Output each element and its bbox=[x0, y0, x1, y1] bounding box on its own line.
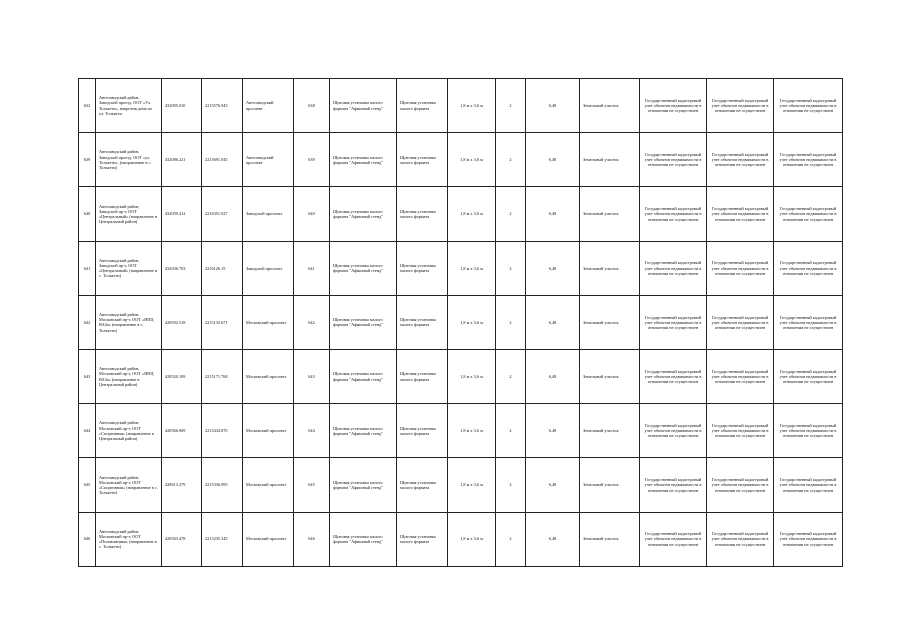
sides-count-cell: 2 bbox=[496, 187, 526, 241]
structure-type-cell: Щитовая установка малого формата "Афишный стенд" bbox=[330, 241, 397, 295]
coordinate-y-cell: 2215336.095 bbox=[202, 458, 243, 512]
ownership-cell: Государственный кадастровый учет объектов недвижимости в отношении не осуществлен bbox=[707, 133, 774, 187]
row-number: 632 bbox=[79, 79, 96, 133]
dimensions-cell: 1,8 м х 3,6 м bbox=[448, 512, 496, 566]
ownership-cell: Государственный кадастровый учет объектов недвижимости в отношении не осуществлен bbox=[640, 241, 707, 295]
ownership-cell: Государственный кадастровый учет объектов недвижимости в отношении не осуществлен bbox=[640, 187, 707, 241]
coordinate-y-cell: 2215171.768 bbox=[202, 349, 243, 403]
placement-number-cell: 646 bbox=[294, 512, 330, 566]
ownership-cell: Государственный кадастровый учет объектов недвижимости в отношении не осуществлен bbox=[707, 512, 774, 566]
placement-number-cell: 638 bbox=[294, 79, 330, 133]
land-type-cell: Земельный участок bbox=[580, 295, 640, 349]
coordinate-x-cell: 428592.518 bbox=[162, 295, 202, 349]
format-cell: Щитовая установка малого формата bbox=[397, 512, 448, 566]
coordinate-x-cell: 428520.109 bbox=[162, 349, 202, 403]
ownership-cell: Государственный кадастровый учет объектов недвижимости в отношении не осуществлен bbox=[640, 404, 707, 458]
coordinate-x-cell: 432086.221 bbox=[162, 133, 202, 187]
structure-type-cell: Щитовая установка малого формата "Афишный стенд" bbox=[330, 512, 397, 566]
table-row bbox=[79, 349, 843, 403]
street-cell: Автозаводский проспект bbox=[243, 133, 294, 187]
coordinate-y-cell: 2215576.945 bbox=[202, 79, 243, 133]
sides-count-cell: 2 bbox=[496, 512, 526, 566]
structure-type-cell: Щитовая установка малого формата "Афишный стенд" bbox=[330, 79, 397, 133]
coordinate-y-cell: 2216351.027 bbox=[202, 187, 243, 241]
ownership-cell: Государственный кадастровый учет объектов недвижимости в отношении не осуществлен bbox=[774, 133, 843, 187]
ownership-cell: Государственный кадастровый учет объектов недвижимости в отношении не осуществлен bbox=[774, 404, 843, 458]
sides-count-cell: 2 bbox=[496, 404, 526, 458]
dimensions-cell: 1,8 м х 3,6 м bbox=[448, 79, 496, 133]
ownership-cell: Государственный кадастровый учет объектов недвижимости в отношении не осуществлен bbox=[707, 187, 774, 241]
sides-count-cell: 2 bbox=[496, 241, 526, 295]
structure-type-cell: Щитовая установка малого формата "Афишный стенд" bbox=[330, 458, 397, 512]
placement-number-cell: 643 bbox=[294, 349, 330, 403]
area-cell: 6,48 bbox=[526, 458, 580, 512]
land-type-cell: Земельный участок bbox=[580, 241, 640, 295]
area-cell: 6,48 bbox=[526, 349, 580, 403]
address-cell: Автозаводский район, Московский пр-т, ООТ «НПЦ ВАЗа» (направление в с. Тольятти) bbox=[96, 295, 162, 349]
dimensions-cell: 1,8 м х 3,6 м bbox=[448, 295, 496, 349]
table-row bbox=[79, 295, 843, 349]
row-number: 639 bbox=[79, 133, 96, 187]
address-cell: Автозаводский район, Московский пр-т, ООТ «Спортивная» (направление в с. Тольятти) bbox=[96, 458, 162, 512]
land-type-cell: Земельный участок bbox=[580, 512, 640, 566]
sides-count-cell: 2 bbox=[496, 133, 526, 187]
table-body bbox=[79, 79, 843, 567]
row-number: 641 bbox=[79, 241, 96, 295]
sides-count-cell: 2 bbox=[496, 458, 526, 512]
ownership-cell: Государственный кадастровый учет объектов недвижимости в отношении не осуществлен bbox=[707, 295, 774, 349]
area-cell: 6,48 bbox=[526, 512, 580, 566]
placement-number-cell: 639 bbox=[294, 133, 330, 187]
format-cell: Щитовая установка малого формата bbox=[397, 295, 448, 349]
registry-table bbox=[78, 78, 843, 567]
format-cell: Щитовая установка малого формата bbox=[397, 404, 448, 458]
area-cell: 6,48 bbox=[526, 295, 580, 349]
table-row bbox=[79, 458, 843, 512]
street-cell: Заводской проспект bbox=[243, 187, 294, 241]
ownership-cell: Государственный кадастровый учет объектов недвижимости в отношении не осуществлен bbox=[774, 295, 843, 349]
street-cell: Московский проспект bbox=[243, 404, 294, 458]
address-cell: Автозаводский район, Московский пр-т, ООТ «Поликлиника» (направление в с. Тольятти) bbox=[96, 512, 162, 566]
placement-number-cell: 640 bbox=[294, 187, 330, 241]
area-cell: 6,48 bbox=[526, 79, 580, 133]
ownership-cell: Государственный кадастровый учет объектов недвижимости в отношении не осуществлен bbox=[707, 79, 774, 133]
address-cell: Автозаводский район, Заводской проезд, ООТ «ул. Тольятти», (направление в с. Тольятти) bbox=[96, 133, 162, 187]
land-type-cell: Земельный участок bbox=[580, 187, 640, 241]
structure-type-cell: Щитовая установка малого формата "Афишный стенд" bbox=[330, 133, 397, 187]
land-type-cell: Земельный участок bbox=[580, 458, 640, 512]
ownership-cell: Государственный кадастровый учет объектов недвижимости в отношении не осуществлен bbox=[640, 458, 707, 512]
ownership-cell: Государственный кадастровый учет объектов недвижимости в отношении не осуществлен bbox=[640, 79, 707, 133]
area-cell: 6,48 bbox=[526, 133, 580, 187]
placement-number-cell: 645 bbox=[294, 458, 330, 512]
coordinate-y-cell: 2216126.15 bbox=[202, 241, 243, 295]
structure-type-cell: Щитовая установка малого формата "Афишный стенд" bbox=[330, 349, 397, 403]
structure-type-cell: Щитовая установка малого формата "Афишный стенд" bbox=[330, 404, 397, 458]
coordinate-x-cell: 432059.412 bbox=[162, 187, 202, 241]
land-type-cell: Земельный участок bbox=[580, 79, 640, 133]
row-number: 640 bbox=[79, 187, 96, 241]
format-cell: Щитовая установка малого формата bbox=[397, 458, 448, 512]
dimensions-cell: 1,8 м х 3,6 м bbox=[448, 404, 496, 458]
ownership-cell: Государственный кадастровый учет объектов недвижимости в отношении не осуществлен bbox=[774, 512, 843, 566]
street-cell: Московский проспект bbox=[243, 512, 294, 566]
sides-count-cell: 2 bbox=[496, 295, 526, 349]
row-number: 642 bbox=[79, 295, 96, 349]
street-cell: Заводской проспект bbox=[243, 241, 294, 295]
area-cell: 6,48 bbox=[526, 404, 580, 458]
ownership-cell: Государственный кадастровый учет объектов недвижимости в отношении не осуществлен bbox=[640, 295, 707, 349]
dimensions-cell: 1,8 м х 3,6 м bbox=[448, 241, 496, 295]
row-number: 645 bbox=[79, 458, 96, 512]
coordinate-x-cell: 428613.279 bbox=[162, 458, 202, 512]
structure-type-cell: Щитовая установка малого формата "Афишный стенд" bbox=[330, 295, 397, 349]
street-cell: Московский проспект bbox=[243, 458, 294, 512]
address-cell: Автозаводский район, Московский пр-т, ООТ «НПЦ ВАЗа» (направление в Центральный район) bbox=[96, 349, 162, 403]
area-cell: 6,48 bbox=[526, 241, 580, 295]
ownership-cell: Государственный кадастровый учет объектов недвижимости в отношении не осуществлен bbox=[774, 241, 843, 295]
table-row bbox=[79, 241, 843, 295]
row-number: 643 bbox=[79, 349, 96, 403]
dimensions-cell: 1,8 м х 3,6 м bbox=[448, 133, 496, 187]
placement-number-cell: 642 bbox=[294, 295, 330, 349]
table-row bbox=[79, 404, 843, 458]
format-cell: Щитовая установка малого формата bbox=[397, 241, 448, 295]
coordinate-x-cell: 428566.069 bbox=[162, 404, 202, 458]
address-cell: Автозаводский район, Заводской проезд, ООТ «Ул. Тольятти», напротив дома по ул. Тольятти bbox=[96, 79, 162, 133]
format-cell: Щитовая установка малого формата bbox=[397, 349, 448, 403]
row-number: 644 bbox=[79, 404, 96, 458]
table-row bbox=[79, 187, 843, 241]
coordinate-y-cell: 2215434.870 bbox=[202, 404, 243, 458]
street-cell: Автозаводский проспект bbox=[243, 79, 294, 133]
placement-number-cell: 641 bbox=[294, 241, 330, 295]
ownership-cell: Государственный кадастровый учет объектов недвижимости в отношении не осуществлен bbox=[640, 349, 707, 403]
address-cell: Автозаводский район, Заводской пр-т, ООТ «Центральный» (направление в с. Тольятти) bbox=[96, 241, 162, 295]
street-cell: Московский проспект bbox=[243, 295, 294, 349]
coordinate-y-cell: 2215235.345 bbox=[202, 512, 243, 566]
coordinate-y-cell: 2215133.671 bbox=[202, 295, 243, 349]
address-cell: Автозаводский район, Заводской пр-т, ООТ «Центральный» (направление в Центральный район) bbox=[96, 187, 162, 241]
land-type-cell: Земельный участок bbox=[580, 404, 640, 458]
ownership-cell: Государственный кадастровый учет объектов недвижимости в отношении не осуществлен bbox=[774, 349, 843, 403]
coordinate-x-cell: 432036.703 bbox=[162, 241, 202, 295]
ownership-cell: Государственный кадастровый учет объектов недвижимости в отношении не осуществлен bbox=[774, 79, 843, 133]
placement-number-cell: 644 bbox=[294, 404, 330, 458]
street-cell: Московский проспект bbox=[243, 349, 294, 403]
land-type-cell: Земельный участок bbox=[580, 349, 640, 403]
structure-type-cell: Щитовая установка малого формата "Афишный стенд" bbox=[330, 187, 397, 241]
table-row bbox=[79, 133, 843, 187]
ownership-cell: Государственный кадастровый учет объектов недвижимости в отношении не осуществлен bbox=[707, 241, 774, 295]
sides-count-cell: 2 bbox=[496, 79, 526, 133]
address-cell: Автозаводский район, Московский пр-т, ООТ «Спортивная» (направление в Центральный район) bbox=[96, 404, 162, 458]
sides-count-cell: 2 bbox=[496, 349, 526, 403]
dimensions-cell: 1,8 м х 3,6 м bbox=[448, 187, 496, 241]
ownership-cell: Государственный кадастровый учет объектов недвижимости в отношении не осуществлен bbox=[640, 133, 707, 187]
table-row bbox=[79, 512, 843, 566]
ownership-cell: Государственный кадастровый учет объектов недвижимости в отношении не осуществлен bbox=[707, 404, 774, 458]
dimensions-cell: 1,8 м х 3,6 м bbox=[448, 349, 496, 403]
ownership-cell: Государственный кадастровый учет объектов недвижимости в отношении не осуществлен bbox=[707, 349, 774, 403]
land-type-cell: Земельный участок bbox=[580, 133, 640, 187]
row-number: 646 bbox=[79, 512, 96, 566]
coordinate-x-cell: 428563.478 bbox=[162, 512, 202, 566]
format-cell: Щитовая установка малого формата bbox=[397, 79, 448, 133]
coordinate-y-cell: 2215691.045 bbox=[202, 133, 243, 187]
format-cell: Щитовая установка малого формата bbox=[397, 187, 448, 241]
area-cell: 6,48 bbox=[526, 187, 580, 241]
coordinate-x-cell: 432095.010 bbox=[162, 79, 202, 133]
table-row bbox=[79, 79, 843, 133]
format-cell: Щитовая установка малого формата bbox=[397, 133, 448, 187]
ownership-cell: Государственный кадастровый учет объектов недвижимости в отношении не осуществлен bbox=[774, 458, 843, 512]
ownership-cell: Государственный кадастровый учет объектов недвижимости в отношении не осуществлен bbox=[640, 512, 707, 566]
ownership-cell: Государственный кадастровый учет объектов недвижимости в отношении не осуществлен bbox=[707, 458, 774, 512]
dimensions-cell: 1,8 м х 3,6 м bbox=[448, 458, 496, 512]
ownership-cell: Государственный кадастровый учет объектов недвижимости в отношении не осуществлен bbox=[774, 187, 843, 241]
